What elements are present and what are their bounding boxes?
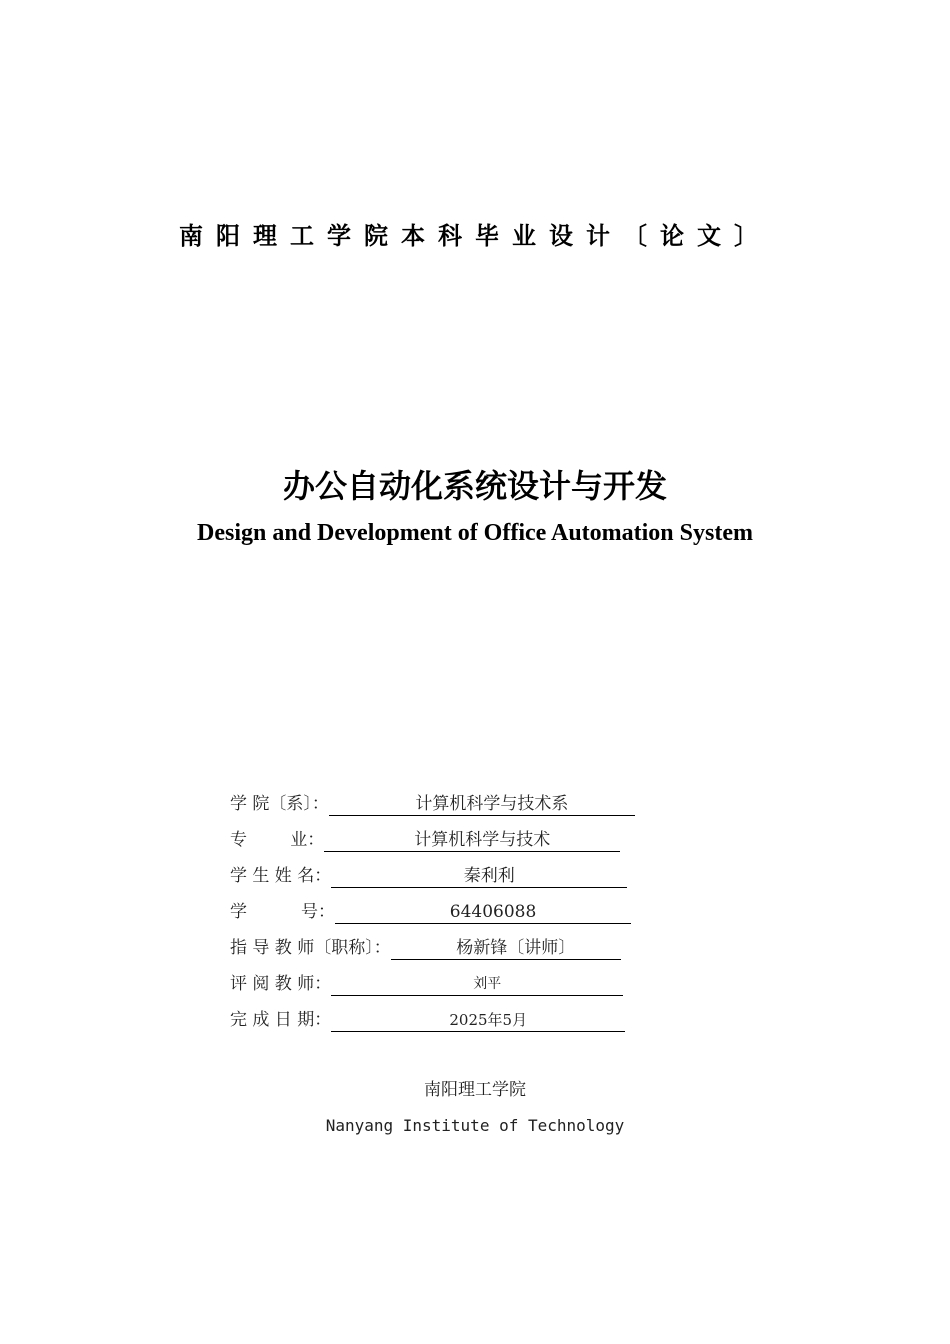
college-value: 计算机科学与技术系 [329, 793, 635, 816]
info-row-reviewer [230, 968, 623, 996]
school-name-en: Nanyang Institute of Technology [325, 1116, 625, 1135]
info-row-student-id [230, 896, 631, 924]
reviewer-value: 刘平 [331, 973, 623, 996]
info-row-date [230, 1004, 625, 1032]
info-row-advisor [230, 932, 621, 960]
student-id-label: 学 号： [230, 902, 336, 922]
date-value: 2025年5月 [331, 1009, 625, 1032]
student-id-value: 64406088 [335, 901, 631, 924]
reviewer-label: 评 阅 教 师： [230, 974, 332, 994]
info-row-major [230, 824, 620, 852]
name-value: 秦利利 [331, 865, 627, 888]
advisor-value: 杨新锋〔讲师〕 [391, 937, 621, 960]
info-row-college [230, 788, 635, 816]
name-label: 学 生 姓 名： [230, 866, 332, 886]
major-value: 计算机科学与技术 [324, 829, 620, 852]
advisor-label: 指 导 教 师〔职称〕： [230, 938, 391, 958]
college-label: 学 院〔系〕： [230, 794, 329, 814]
major-label: 专 业： [230, 830, 325, 850]
thesis-title-en: Design and Development of Office Automation System [197, 520, 753, 546]
info-row-name [230, 860, 627, 888]
thesis-title-cn: 办公自动化系统设计与开发 [282, 467, 667, 505]
school-name-cn: 南阳理工学院 [424, 1080, 526, 1100]
page-header-title: 南阳理工学院本科毕业设计〔论文〕 [179, 222, 771, 250]
date-label: 完 成 日 期： [230, 1010, 332, 1030]
